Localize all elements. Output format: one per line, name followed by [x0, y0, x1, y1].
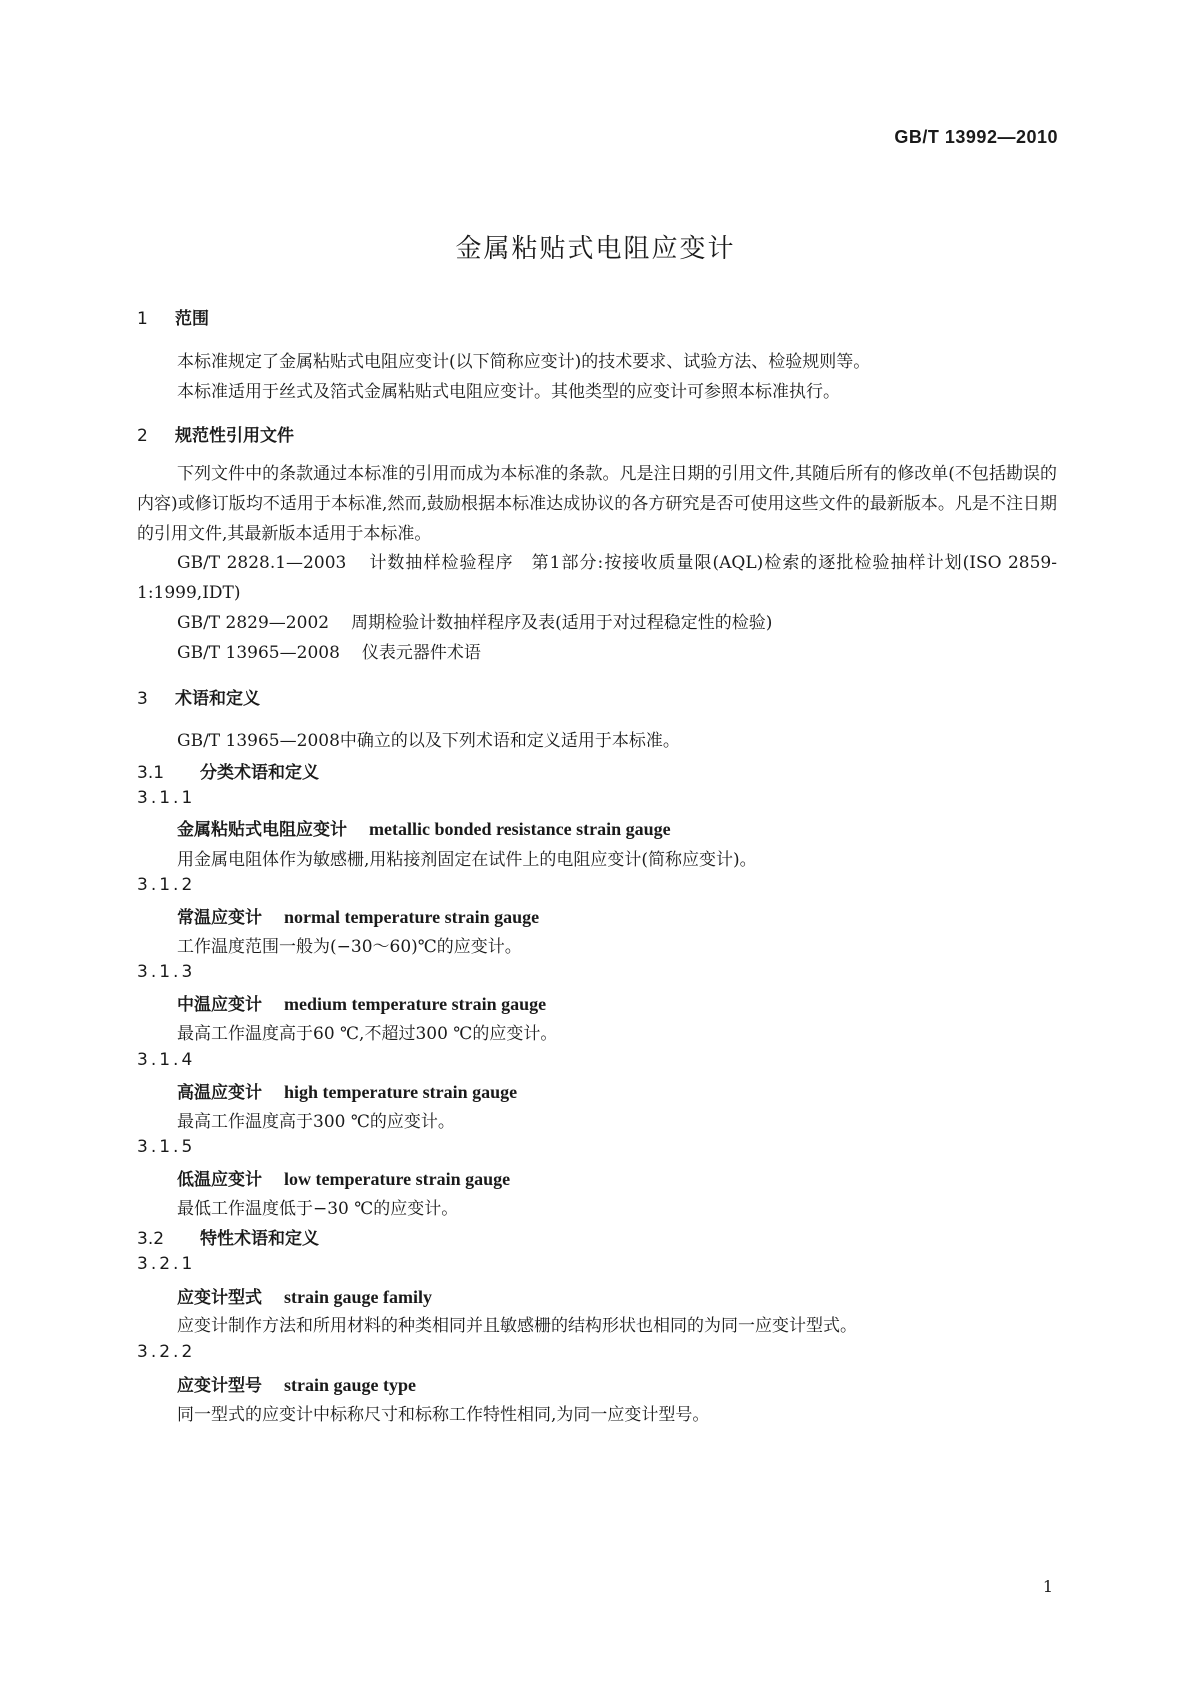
term-zh: 中温应变计 — [177, 995, 262, 1015]
reference-title: 计数抽样检验程序 第1部分:按接收质量限(AQL)检索的逐批检验抽样计划(ISO 2859-1:1999,IDT) — [137, 553, 1057, 603]
term-number: 3.1.1 — [137, 788, 196, 808]
term-entry — [177, 1371, 416, 1396]
term-number: 3.2.1 — [137, 1254, 196, 1274]
term-definition: 最高工作温度高于300 ℃的应变计。 — [177, 1112, 455, 1132]
term-entry — [177, 990, 546, 1015]
term-definition: 最低工作温度低于−30 ℃的应变计。 — [177, 1199, 459, 1219]
normative-reference — [137, 608, 1057, 638]
term-number: 3.2.2 — [137, 1342, 196, 1362]
standard-number: GB/T 13992—2010 — [894, 127, 1058, 147]
subsection-number: 3.1 — [137, 763, 165, 783]
section-3-heading — [137, 684, 260, 709]
term-zh: 金属粘贴式电阻应变计 — [177, 820, 347, 840]
term-entry — [177, 815, 671, 840]
term-zh: 高温应变计 — [177, 1083, 262, 1103]
section-number: 1 — [137, 309, 148, 329]
term-zh: 应变计型号 — [177, 1376, 262, 1396]
terms-intro-paragraph: GB/T 13965—2008中确立的以及下列术语和定义适用于本标准。 — [177, 731, 680, 751]
section-title: 范围 — [175, 309, 209, 329]
section-number: 2 — [137, 426, 148, 446]
term-zh: 应变计型式 — [177, 1288, 262, 1308]
document-title: 金属粘贴式电阻应变计 — [455, 234, 736, 264]
term-en: normal temperature strain gauge — [284, 907, 540, 927]
subsection-number: 3.2 — [137, 1229, 165, 1249]
reference-code: GB/T 2829—2002 — [177, 613, 330, 633]
subsection-title: 分类术语和定义 — [200, 763, 319, 783]
section-2-heading — [137, 421, 294, 446]
term-entry — [177, 903, 539, 928]
term-zh: 常温应变计 — [177, 908, 262, 928]
normative-reference — [137, 638, 1057, 668]
section-1-heading — [137, 304, 209, 329]
term-entry — [177, 1283, 432, 1308]
reference-title: 仪表元器件术语 — [361, 643, 481, 663]
subsection-3-1-heading — [137, 758, 319, 783]
reference-code: GB/T 2828.1—2003 — [177, 553, 347, 573]
term-entry — [177, 1165, 510, 1190]
term-entry — [177, 1078, 517, 1103]
term-number: 3.1.2 — [137, 875, 196, 895]
term-number: 3.1.3 — [137, 962, 196, 982]
scope-paragraph-2: 本标准适用于丝式及箔式金属粘贴式电阻应变计。其他类型的应变计可参照本标准执行。 — [177, 382, 840, 402]
term-definition: 同一型式的应变计中标称尺寸和标称工作特性相同,为同一应变计型号。 — [177, 1405, 710, 1425]
term-en: low temperature strain gauge — [284, 1169, 511, 1189]
normative-reference — [137, 548, 1057, 608]
section-title: 术语和定义 — [175, 689, 260, 709]
section-title: 规范性引用文件 — [175, 426, 294, 446]
term-en: metallic bonded resistance strain gauge — [369, 819, 671, 839]
term-en: medium temperature strain gauge — [284, 994, 547, 1014]
reference-title: 周期检验计数抽样程序及表(适用于对过程稳定性的检验) — [351, 613, 773, 633]
term-definition: 最高工作温度高于60 ℃,不超过300 ℃的应变计。 — [177, 1024, 558, 1044]
scope-paragraph-1: 本标准规定了金属粘贴式电阻应变计(以下简称应变计)的技术要求、试验方法、检验规则等。 — [177, 352, 871, 372]
term-zh: 低温应变计 — [177, 1170, 262, 1190]
term-en: strain gauge type — [284, 1375, 416, 1395]
section-number: 3 — [137, 689, 148, 709]
subsection-title: 特性术语和定义 — [200, 1229, 319, 1249]
term-definition: 应变计制作方法和所用材料的种类相同并且敏感栅的结构形状也相同的为同一应变计型式。 — [177, 1316, 857, 1336]
term-en: high temperature strain gauge — [284, 1082, 518, 1102]
term-definition: 用金属电阻体作为敏感栅,用粘接剂固定在试件上的电阻应变计(简称应变计)。 — [177, 850, 757, 870]
term-number: 3.1.4 — [137, 1050, 196, 1070]
reference-code: GB/T 13965—2008 — [177, 643, 340, 663]
term-number: 3.1.5 — [137, 1137, 196, 1157]
term-definition: 工作温度范围一般为(−30～60)℃的应变计。 — [177, 937, 522, 957]
subsection-3-2-heading — [137, 1224, 319, 1249]
term-en: strain gauge family — [284, 1287, 432, 1307]
page-number: 1 — [1042, 1577, 1053, 1596]
normative-intro-paragraph: 下列文件中的条款通过本标准的引用而成为本标准的条款。凡是注日期的引用文件,其随后所有的修改单(不包括勘误的内容)或修订版均不适用于本标准,然而,鼓励根据本标准达成协议的各方研究是否可使用这些文件的最新版本。凡是不注日期的引用文件,其最新版本适用于本标准。 — [137, 464, 1057, 544]
